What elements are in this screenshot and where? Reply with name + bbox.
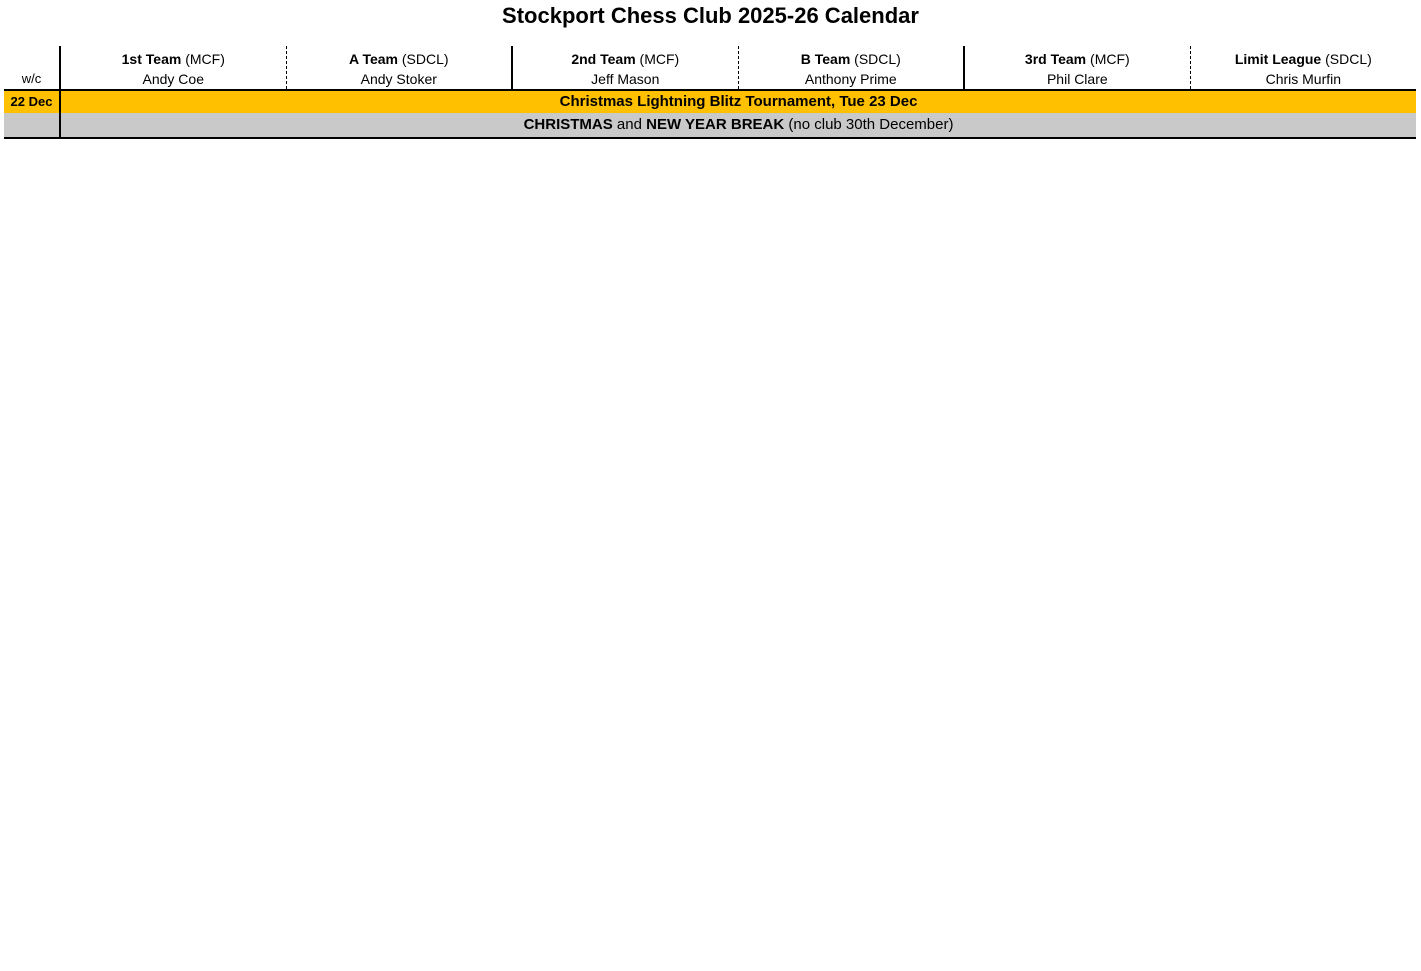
wc-header: w/c	[4, 46, 60, 90]
calendar-title: Stockport Chess Club 2025-26 Calendar	[502, 3, 919, 28]
team-header-3: 2nd Team (MCF) Jeff Mason	[512, 46, 738, 90]
team-header-4: B Team (SDCL) Anthony Prime	[738, 46, 964, 90]
break-row	[4, 113, 1416, 138]
team-header-2: A Team (SDCL) Andy Stoker	[286, 46, 512, 90]
team-header-5: 3rd Team (MCF) Phil Clare	[964, 46, 1190, 90]
blitz-wc: 22 Dec	[4, 90, 60, 113]
team-header-6: Limit League (SDCL) Chris Murfin	[1190, 46, 1416, 90]
fixture-body	[4, 46, 1416, 138]
blitz-row	[4, 90, 1416, 113]
header-row	[4, 46, 1416, 90]
team-header-1: 1st Team (MCF) Andy Coe	[60, 46, 286, 90]
break-banner: CHRISTMAS and NEW YEAR BREAK (no club 30th December)	[60, 113, 1416, 138]
break-wc	[4, 113, 60, 138]
blitz-banner: Christmas Lightning Blitz Tournament, Tue 23 Dec	[60, 90, 1416, 113]
fixture-table	[4, 46, 1416, 139]
